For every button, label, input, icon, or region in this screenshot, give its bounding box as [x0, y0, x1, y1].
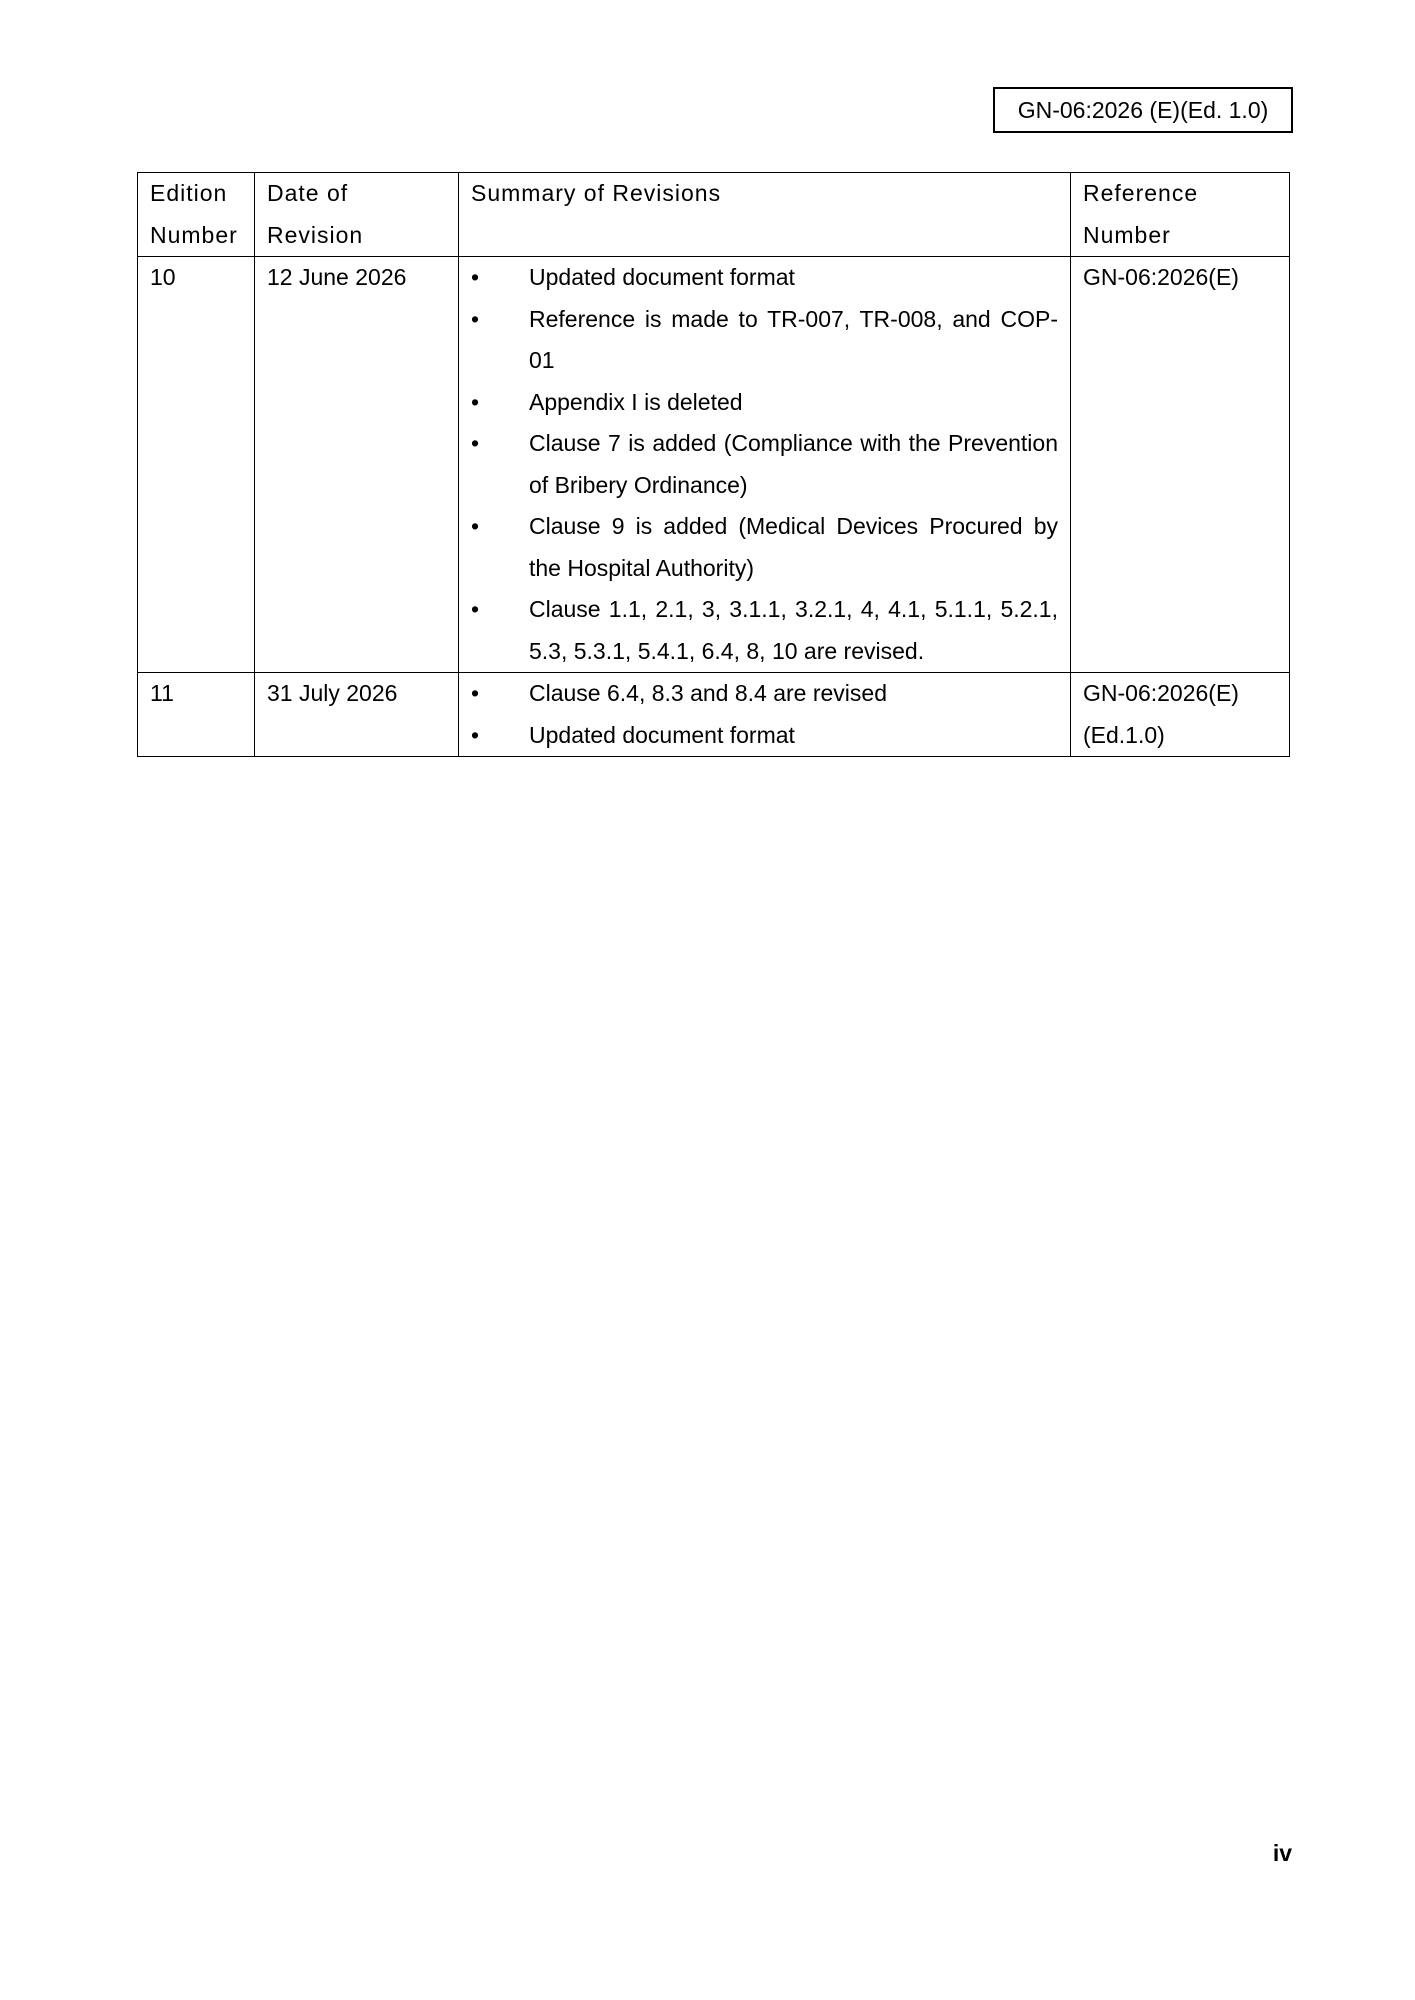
reference-text: GN-06:2026(E)	[1083, 680, 1239, 706]
page-number: iv	[1272, 1840, 1292, 1866]
header-text: Date of	[267, 180, 349, 206]
table-row	[138, 257, 1290, 673]
table-row	[138, 673, 1290, 757]
table-header-row	[138, 173, 1290, 257]
header-text: Edition	[150, 180, 228, 206]
reference-number-cell	[1071, 673, 1290, 757]
summary-item: • Clause 9 is added (Medical Devices Procured by the Hospital Authority)	[471, 506, 1058, 589]
revision-history-table	[137, 172, 1290, 757]
summary-item: • Clause 7 is added (Compliance with the Prevention of Bribery Ordinance)	[471, 423, 1058, 506]
summary-item: • Updated document format	[471, 715, 1058, 757]
summary-item: • Clause 1.1, 2.1, 3, 3.1.1, 3.2.1, 4, 4.1, 5.1.1, 5.2.1, 5.3, 5.3.1, 5.4.1, 6.4, 8, 10 are revised.	[471, 589, 1058, 672]
summary-cell	[459, 673, 1071, 757]
summary-item: • Clause 6.4, 8.3 and 8.4 are revised	[471, 673, 1058, 715]
edition-number-cell: 10	[138, 257, 255, 673]
document-reference-box: GN-06:2026 (E)(Ed. 1.0)	[993, 87, 1293, 133]
header-text: Reference	[1083, 180, 1199, 206]
revision-date-cell: 12 June 2026	[255, 257, 459, 673]
reference-number-cell	[1071, 257, 1290, 673]
header-reference-number	[1071, 173, 1290, 257]
header-text: Revision	[267, 221, 364, 248]
header-summary-of-revisions	[459, 173, 1071, 257]
summary-item: • Appendix I is deleted	[471, 382, 1058, 424]
summary-cell	[459, 257, 1071, 673]
reference-text: GN-06:2026(E)	[1083, 264, 1239, 290]
header-date-of-revision	[255, 173, 459, 257]
reference-text: (Ed.1.0)	[1083, 721, 1165, 748]
header-text: Number	[1083, 221, 1171, 248]
edition-number-cell: 11	[138, 673, 255, 757]
revision-date-cell: 31 July 2026	[255, 673, 459, 757]
header-text: Number	[150, 221, 238, 248]
summary-item: • Reference is made to TR-007, TR-008, and COP-01	[471, 299, 1058, 382]
header-edition-number	[138, 173, 255, 257]
header-text: Summary of Revisions	[471, 180, 722, 206]
summary-item: • Updated document format	[471, 257, 1058, 299]
summary-list	[471, 673, 1058, 756]
summary-list	[471, 257, 1058, 672]
